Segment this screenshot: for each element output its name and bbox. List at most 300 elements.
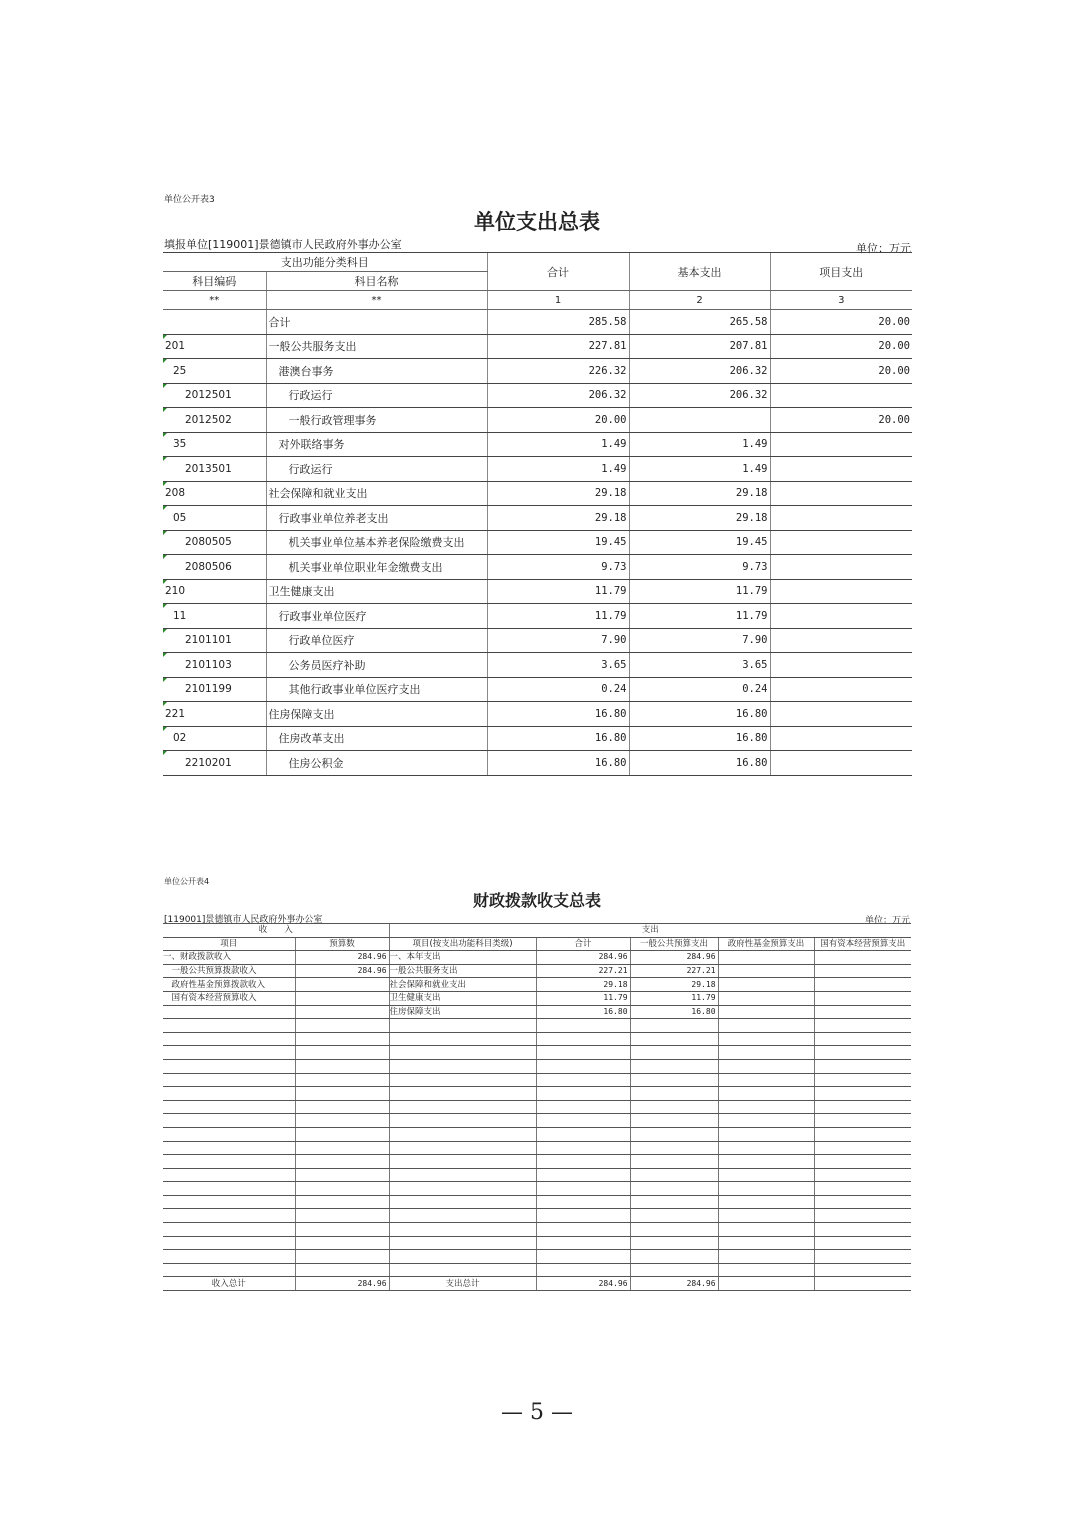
empty-cell xyxy=(718,1127,814,1141)
empty-cell xyxy=(630,1250,718,1264)
code-cell xyxy=(163,677,266,702)
empty-cell xyxy=(295,1114,389,1128)
code-cell xyxy=(163,506,266,531)
empty-cell xyxy=(295,1168,389,1182)
empty-cell xyxy=(814,1100,911,1114)
empty-cell xyxy=(718,1168,814,1182)
cell-marker-icon xyxy=(163,531,167,535)
basic-cell xyxy=(629,408,770,433)
empty-cell xyxy=(630,1032,718,1046)
empty-cell xyxy=(536,1168,630,1182)
state-cell xyxy=(814,978,911,992)
total-cell: 1.49 xyxy=(487,432,629,457)
empty-cell xyxy=(718,1141,814,1155)
exp-item-cell: 一般公共服务支出 xyxy=(389,964,536,978)
empty-cell xyxy=(718,1277,814,1291)
empty-cell xyxy=(163,1155,295,1169)
header-basic: 基本支出 xyxy=(629,253,770,291)
total-total-cell: 284.96 xyxy=(536,1277,630,1291)
empty-cell xyxy=(536,1114,630,1128)
inc-item-cell: 一、财政拨款收入 xyxy=(163,951,295,965)
empty-cell xyxy=(814,1087,911,1101)
empty-cell xyxy=(163,1263,295,1277)
project-cell: 20.00 xyxy=(770,359,912,384)
total-cell: 1.49 xyxy=(487,457,629,482)
code-text: 2101101 xyxy=(185,634,232,647)
code-text: 208 xyxy=(165,487,186,500)
empty-cell xyxy=(630,1087,718,1101)
table-row xyxy=(163,408,912,433)
total-cell: 3.65 xyxy=(487,653,629,678)
table-row xyxy=(163,432,912,457)
header-income: 收 入 xyxy=(163,924,389,938)
empty-cell xyxy=(295,1155,389,1169)
project-cell xyxy=(770,579,912,604)
empty-cell xyxy=(630,1019,718,1033)
code-cell xyxy=(163,432,266,457)
table-row xyxy=(163,604,912,629)
empty-cell xyxy=(163,1209,295,1223)
empty-cell xyxy=(814,1114,911,1128)
empty-cell xyxy=(718,1223,814,1237)
empty-cell xyxy=(718,1019,814,1033)
cell-marker-icon xyxy=(163,604,167,608)
table4-unit-right: 单位：万元 xyxy=(864,916,910,926)
empty-cell xyxy=(389,1087,536,1101)
index-cell: ** xyxy=(266,291,487,310)
code-cell xyxy=(163,530,266,555)
empty-cell xyxy=(718,1032,814,1046)
code-cell xyxy=(163,653,266,678)
empty-cell xyxy=(718,1195,814,1209)
header-group: 支出功能分类科目 xyxy=(163,253,487,272)
inc-amt-cell xyxy=(295,978,389,992)
cell-marker-icon xyxy=(163,580,167,584)
cell-marker-icon xyxy=(163,408,167,412)
empty-cell xyxy=(814,1127,911,1141)
total-cell: 19.45 xyxy=(487,530,629,555)
empty-cell xyxy=(814,1223,911,1237)
name-cell: 社会保障和就业支出 xyxy=(266,481,487,506)
project-cell xyxy=(770,702,912,727)
project-cell xyxy=(770,383,912,408)
table3-unit-right: 单位：万元 xyxy=(856,242,911,255)
empty-cell xyxy=(630,1100,718,1114)
project-cell: 20.00 xyxy=(770,334,912,359)
code-text: 2013501 xyxy=(185,462,232,475)
header-total: 合计 xyxy=(536,937,630,951)
empty-cell xyxy=(295,1195,389,1209)
empty-cell xyxy=(163,1236,295,1250)
code-cell xyxy=(163,408,266,433)
empty-cell xyxy=(814,1059,911,1073)
empty-cell xyxy=(295,1100,389,1114)
table4-label: 单位公开表4 xyxy=(164,877,210,886)
basic-cell: 11.79 xyxy=(629,579,770,604)
name-cell: 卫生健康支出 xyxy=(266,579,487,604)
empty-row xyxy=(163,1019,911,1033)
empty-cell xyxy=(163,1087,295,1101)
empty-cell xyxy=(536,1059,630,1073)
empty-cell xyxy=(536,1046,630,1060)
empty-row xyxy=(163,1263,911,1277)
empty-cell xyxy=(389,1073,536,1087)
empty-cell xyxy=(389,1046,536,1060)
code-text: 201 xyxy=(165,340,186,353)
page-number: — 5 — xyxy=(501,1400,573,1425)
empty-cell xyxy=(163,1032,295,1046)
empty-cell xyxy=(295,1182,389,1196)
cell-marker-icon xyxy=(163,751,167,755)
table-row xyxy=(163,555,912,580)
total-cell: 16.80 xyxy=(487,726,629,751)
empty-cell xyxy=(163,1073,295,1087)
total-cell: 16.80 xyxy=(536,1005,630,1019)
code-text: 11 xyxy=(173,609,187,622)
code-cell xyxy=(163,702,266,727)
code-cell xyxy=(163,555,266,580)
project-cell xyxy=(770,628,912,653)
name-cell: 行政事业单位养老支出 xyxy=(266,506,487,531)
empty-cell xyxy=(389,1114,536,1128)
empty-cell xyxy=(718,1046,814,1060)
empty-row xyxy=(163,1168,911,1182)
empty-cell xyxy=(163,1141,295,1155)
code-text: 05 xyxy=(173,511,187,524)
empty-cell xyxy=(163,1114,295,1128)
name-cell: 港澳台事务 xyxy=(266,359,487,384)
basic-cell: 3.65 xyxy=(629,653,770,678)
code-text: 210 xyxy=(165,585,186,598)
empty-cell xyxy=(295,1223,389,1237)
inc-amt-cell: 284.96 xyxy=(295,951,389,965)
empty-cell xyxy=(389,1059,536,1073)
project-cell xyxy=(770,506,912,531)
inc-item-cell xyxy=(163,1005,295,1019)
empty-cell xyxy=(630,1195,718,1209)
empty-cell xyxy=(163,1223,295,1237)
code-cell xyxy=(163,310,266,335)
cell-marker-icon xyxy=(163,457,167,461)
name-cell: 一般公共服务支出 xyxy=(266,334,487,359)
total-cell: 226.32 xyxy=(487,359,629,384)
code-cell xyxy=(163,359,266,384)
empty-cell xyxy=(163,1195,295,1209)
basic-cell: 265.58 xyxy=(629,310,770,335)
table3-label: 单位公开表3 xyxy=(164,195,215,205)
inc-amt-cell xyxy=(295,991,389,1005)
code-cell xyxy=(163,604,266,629)
code-cell xyxy=(163,481,266,506)
code-cell xyxy=(163,579,266,604)
header-expense: 支出 xyxy=(389,924,911,938)
table-row xyxy=(163,506,912,531)
total-cell: 11.79 xyxy=(487,604,629,629)
exp-item-cell: 住房保障支出 xyxy=(389,1005,536,1019)
code-cell xyxy=(163,628,266,653)
code-text: 2210201 xyxy=(185,756,232,769)
total-cell: 29.18 xyxy=(536,978,630,992)
code-cell xyxy=(163,334,266,359)
empty-cell xyxy=(814,1141,911,1155)
general-cell: 16.80 xyxy=(630,1005,718,1019)
empty-cell xyxy=(718,1182,814,1196)
index-cell: 1 xyxy=(487,291,629,310)
total-cell: 206.32 xyxy=(487,383,629,408)
code-text: 2080506 xyxy=(185,560,232,573)
table3-title: 单位支出总表 xyxy=(474,209,600,234)
inc-item-cell: 政府性基金预算拨款收入 xyxy=(163,978,295,992)
empty-cell xyxy=(389,1019,536,1033)
empty-row xyxy=(163,1155,911,1169)
project-cell xyxy=(770,530,912,555)
empty-cell xyxy=(389,1195,536,1209)
code-text: 2012502 xyxy=(185,413,232,426)
table-row xyxy=(163,677,912,702)
state-cell xyxy=(814,1005,911,1019)
name-cell: 行政事业单位医疗 xyxy=(266,604,487,629)
empty-cell xyxy=(389,1263,536,1277)
empty-row xyxy=(163,1182,911,1196)
table-row xyxy=(163,359,912,384)
cell-marker-icon xyxy=(163,433,167,437)
expenditure-summary-table xyxy=(163,252,912,776)
name-cell: 行政运行 xyxy=(266,383,487,408)
project-cell xyxy=(770,555,912,580)
header-general: 一般公共预算支出 xyxy=(630,937,718,951)
basic-cell: 29.18 xyxy=(629,506,770,531)
project-cell: 20.00 xyxy=(770,310,912,335)
empty-cell xyxy=(630,1127,718,1141)
header-total: 合计 xyxy=(487,253,629,291)
table3-unit-left: 填报单位[119001]景德镇市人民政府外事办公室 xyxy=(164,238,402,251)
empty-row xyxy=(163,1195,911,1209)
empty-cell xyxy=(163,1100,295,1114)
empty-cell xyxy=(718,1155,814,1169)
empty-cell xyxy=(163,1250,295,1264)
total-cell: 0.24 xyxy=(487,677,629,702)
empty-cell xyxy=(536,1195,630,1209)
name-cell: 住房保障支出 xyxy=(266,702,487,727)
empty-cell xyxy=(814,1277,911,1291)
total-row xyxy=(163,1277,911,1291)
header-item: 项目 xyxy=(163,937,295,951)
total-cell: 20.00 xyxy=(487,408,629,433)
empty-cell xyxy=(814,1046,911,1060)
empty-row xyxy=(163,1127,911,1141)
empty-cell xyxy=(814,1168,911,1182)
table-row xyxy=(163,628,912,653)
empty-cell xyxy=(536,1019,630,1033)
cell-marker-icon xyxy=(163,629,167,633)
table-row xyxy=(163,383,912,408)
cell-marker-icon xyxy=(163,727,167,731)
project-cell xyxy=(770,457,912,482)
basic-cell: 1.49 xyxy=(629,457,770,482)
project-cell xyxy=(770,751,912,776)
empty-row xyxy=(163,1046,911,1060)
empty-cell xyxy=(163,1046,295,1060)
total-cell: 11.79 xyxy=(536,991,630,1005)
empty-row xyxy=(163,1087,911,1101)
fund-cell xyxy=(718,964,814,978)
name-cell: 机关事业单位职业年金缴费支出 xyxy=(266,555,487,580)
empty-cell xyxy=(295,1032,389,1046)
empty-cell xyxy=(814,1236,911,1250)
empty-cell xyxy=(536,1182,630,1196)
empty-cell xyxy=(630,1209,718,1223)
empty-row xyxy=(163,1250,911,1264)
empty-cell xyxy=(389,1155,536,1169)
total-cell: 16.80 xyxy=(487,702,629,727)
empty-cell xyxy=(718,1209,814,1223)
basic-cell: 16.80 xyxy=(629,702,770,727)
basic-cell: 7.90 xyxy=(629,628,770,653)
basic-cell: 207.81 xyxy=(629,334,770,359)
project-cell xyxy=(770,726,912,751)
empty-cell xyxy=(536,1155,630,1169)
code-text: 221 xyxy=(165,707,186,720)
empty-cell xyxy=(814,1032,911,1046)
empty-cell xyxy=(630,1182,718,1196)
empty-cell xyxy=(814,1182,911,1196)
basic-cell: 11.79 xyxy=(629,604,770,629)
empty-cell xyxy=(389,1250,536,1264)
empty-cell xyxy=(814,1209,911,1223)
total-cell: 284.96 xyxy=(536,951,630,965)
name-cell: 机关事业单位基本养老保险缴费支出 xyxy=(266,530,487,555)
table-row xyxy=(163,334,912,359)
general-cell: 29.18 xyxy=(630,978,718,992)
empty-cell xyxy=(389,1127,536,1141)
empty-cell xyxy=(536,1209,630,1223)
state-cell xyxy=(814,964,911,978)
inc-item-cell: 一般公共预算拨款收入 xyxy=(163,964,295,978)
basic-cell: 206.32 xyxy=(629,383,770,408)
total-cell: 285.58 xyxy=(487,310,629,335)
empty-cell xyxy=(389,1141,536,1155)
empty-cell xyxy=(630,1141,718,1155)
empty-row xyxy=(163,1114,911,1128)
table-row xyxy=(163,310,912,335)
code-text: 2101103 xyxy=(185,658,232,671)
general-cell: 284.96 xyxy=(630,951,718,965)
general-cell: 11.79 xyxy=(630,991,718,1005)
empty-row xyxy=(163,1059,911,1073)
basic-cell: 0.24 xyxy=(629,677,770,702)
empty-cell xyxy=(630,1046,718,1060)
fund-cell xyxy=(718,978,814,992)
basic-cell: 9.73 xyxy=(629,555,770,580)
empty-cell xyxy=(630,1223,718,1237)
code-text: 2101199 xyxy=(185,683,232,696)
name-cell: 一般行政管理事务 xyxy=(266,408,487,433)
empty-cell xyxy=(295,1141,389,1155)
empty-cell xyxy=(718,1236,814,1250)
code-text: 35 xyxy=(173,438,187,451)
empty-cell xyxy=(163,1127,295,1141)
code-text: 02 xyxy=(173,732,187,745)
code-text: 2080505 xyxy=(185,536,232,549)
code-cell xyxy=(163,457,266,482)
general-total-cell: 284.96 xyxy=(630,1277,718,1291)
empty-row xyxy=(163,1032,911,1046)
header-code: 科目编码 xyxy=(163,272,266,291)
fund-cell xyxy=(718,1005,814,1019)
exp-item-cell: 卫生健康支出 xyxy=(389,991,536,1005)
inc-amt-total-cell: 284.96 xyxy=(295,1277,389,1291)
basic-cell: 19.45 xyxy=(629,530,770,555)
index-cell: 3 xyxy=(770,291,912,310)
name-cell: 行政单位医疗 xyxy=(266,628,487,653)
empty-cell xyxy=(536,1236,630,1250)
empty-cell xyxy=(536,1073,630,1087)
total-cell: 227.21 xyxy=(536,964,630,978)
name-cell: 住房改革支出 xyxy=(266,726,487,751)
empty-cell xyxy=(630,1155,718,1169)
empty-cell xyxy=(718,1263,814,1277)
empty-cell xyxy=(630,1236,718,1250)
empty-cell xyxy=(536,1087,630,1101)
index-cell: 2 xyxy=(629,291,770,310)
cell-marker-icon xyxy=(163,653,167,657)
empty-cell xyxy=(389,1209,536,1223)
empty-cell xyxy=(718,1059,814,1073)
empty-cell xyxy=(536,1250,630,1264)
inc-label-total-cell: 收入总计 xyxy=(163,1277,295,1291)
empty-cell xyxy=(718,1087,814,1101)
table-row xyxy=(163,702,912,727)
empty-cell xyxy=(630,1073,718,1087)
empty-row xyxy=(163,1209,911,1223)
code-text: 25 xyxy=(173,364,187,377)
empty-cell xyxy=(389,1236,536,1250)
empty-cell xyxy=(536,1263,630,1277)
table-row xyxy=(163,964,911,978)
table-row xyxy=(163,579,912,604)
inc-item-cell: 国有资本经营预算收入 xyxy=(163,991,295,1005)
name-cell: 对外联络事务 xyxy=(266,432,487,457)
header-project: 项目支出 xyxy=(770,253,912,291)
empty-cell xyxy=(814,1073,911,1087)
table-row xyxy=(163,991,911,1005)
empty-cell xyxy=(389,1168,536,1182)
code-cell xyxy=(163,751,266,776)
project-cell xyxy=(770,677,912,702)
code-cell xyxy=(163,383,266,408)
table4-title: 财政拨款收支总表 xyxy=(472,891,601,910)
table-row xyxy=(163,726,912,751)
project-cell xyxy=(770,432,912,457)
table-row xyxy=(163,978,911,992)
inc-amt-cell: 284.96 xyxy=(295,964,389,978)
fund-cell xyxy=(718,951,814,965)
cell-marker-icon xyxy=(163,384,167,388)
empty-cell xyxy=(814,1195,911,1209)
empty-cell xyxy=(163,1182,295,1196)
code-cell xyxy=(163,726,266,751)
basic-cell: 16.80 xyxy=(629,726,770,751)
cell-marker-icon xyxy=(163,506,167,510)
empty-row xyxy=(163,1100,911,1114)
empty-cell xyxy=(295,1019,389,1033)
empty-cell xyxy=(163,1059,295,1073)
fiscal-appropriation-table xyxy=(163,923,911,1291)
empty-cell xyxy=(630,1059,718,1073)
basic-cell: 29.18 xyxy=(629,481,770,506)
project-cell xyxy=(770,653,912,678)
empty-cell xyxy=(814,1250,911,1264)
